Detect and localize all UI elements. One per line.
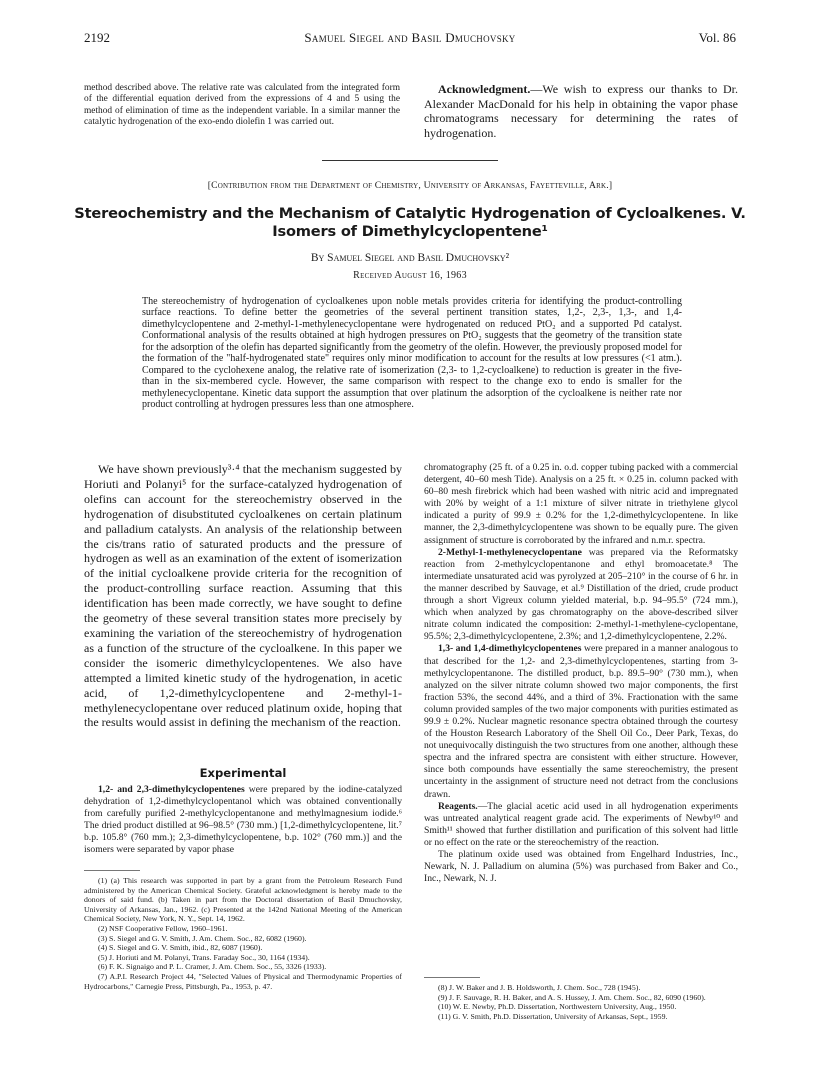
footnote-4: (4) S. Siegel and G. V. Smith, ibid., 82, 6087 (1960). [98, 943, 263, 953]
experimental-heading: Experimental [199, 766, 287, 780]
received-date: Received August 16, 1963 [353, 270, 467, 281]
right-para2-text: was prepared via the Reformatsky reaction from 2-methylcyclopentanone and ethyl bromoacetate.⁸ The intermediate unsaturated acid was pyrolyzed at 205–210° in the course of 6 hr. in the manner described by Sauvage, et al.⁹ Distillation of the dried, crude product through a short Vigreux column yielded material, b.p. 94–95.5° (724 mm.), which when analyzed by gas chromatography on the above-described silver nitrate column indicated the composition: 2-methyl-1-methylene-cyclopentane, 95.5%; 2,3-dimethylcyclopentene, 2.3%; and 1,2-dimethylcyclopentene, 2.2%. [424, 546, 738, 643]
right-para4-text: —The glacial acetic acid used in all hydrogenation experiments was untreated analytical reagent grade acid. The experiments of Newby¹⁰ and Smith¹¹ showed that further distillation and purification of this solvent had little or no effect on the rate or the stereochemistry of the reaction. [424, 800, 738, 848]
contribution-line: [Contribution from the Department of Chemistry, University of Arkansas, Fayetteville, Ark.] [207, 180, 613, 191]
footnotes-left [84, 876, 402, 991]
section-divider [322, 160, 498, 161]
footnote-rule-left [84, 870, 140, 871]
experimental-para-1 [84, 784, 402, 857]
footnote-11: (11) G. V. Smith, Ph.D. Dissertation, University of Arkansas, Sept., 1959. [438, 1011, 668, 1021]
intro-paragraph: We have shown previously³·⁴ that the mechanism suggested by Horiuti and Polanyi⁵ for the surface-catalyzed hydrogenation of olefins can account for the stereochemistry observed in the hydrogenation of disubstituted cycloalkenes on certain platinum and palladium catalysts. An analysis of the relationship between the cis/trans ratio of saturated products and the pressure of hydrogen as well as an examination of the extent of isomerization of the initial cycloalkene provide criteria for the recognition of the product-controlling surface reaction. Assuming that this identification has been made correctly, we have sought to define the geometry of these several transition states more precisely by examining the variation of the stereochemistry of hydrogenation as a function of the structure of the cycloalkene. In this paper we consider the isomeric dimethylcyclopentenes. We also have attempted a limited kinetic study of the hydrogenation, in acetic acid, of 1,2-dimethylcyclopentene and 2-methyl-1-methylenecyclopentane over reduced platinum oxide, hoping that the results would assist in defining the mechanism of the reaction. [84, 462, 402, 730]
acknowledgment [424, 82, 738, 140]
footnote-2: (2) NSF Cooperative Fellow, 1960–1961. [98, 923, 228, 933]
right-para4-head: Reagents. [438, 800, 478, 812]
page-number: 2192 [84, 30, 110, 45]
acknowledgment-text: —We wish to express our thanks to Dr. Alexander MacDonald for his help in obtaining the vapor phase chromatograms necessary for determining the rates of hydrogenation. [424, 82, 738, 140]
running-header [84, 30, 736, 50]
footnote-1: (1) (a) This research was supported in part by a grant from the Petroleum Research Fund administered by the American Chemical Society. Grateful acknowledgment is hereby made to the donors of said fund. (b) Taken in part from the Doctoral dissertation of Basil Dmuchovsky, University of Arkansas, Jan., 1962. (c) Presented at the 142nd National Meeting of the American Chemical Society, New York, N. Y., Sept. 14, 1962. [84, 876, 402, 924]
title-line-1: Stereochemistry and the Mechanism of Catalytic Hydrogenation of Cycloalkenes. V. [74, 205, 746, 222]
footnotes-right [424, 983, 738, 1021]
right-para-5: The platinum oxide used was obtained from Engelhard Industries, Inc., Newark, N. J. Palladium on alumina (5%) was purchased from Baker and Co., Inc., Newark, N. J. [424, 849, 738, 885]
footnote-5: (5) J. Horiuti and M. Polanyi, Trans. Faraday Soc., 30, 1164 (1934). [98, 952, 310, 962]
running-title: Samuel Siegel and Basil Dmuchovsky [304, 30, 516, 45]
right-para-1: chromatography (25 ft. of a 0.25 in. o.d. copper tubing packed with a commercial detergent, 40–60 mesh Tide). Analysis on a 25 ft. × 0.25 in. column packed with 60–80 mesh firebrick which had been washed with nitric acid and impregnated with 20% by weight of a 1:1 mixture of silver nitrate in triethylene glycol indicated a purity of 99.9 ± 0.2% for the 1,2-dimethylcyclopentene. In like manner, the 2,3-dimethylcyclopentene was shown to be equally pure. The given assignment of structure is corroborated by the infrared and n.m.r. spectra. [424, 462, 738, 546]
previous-article-end [84, 83, 400, 129]
footnote-7: (7) A.P.I. Research Project 44, "Selected Values of Physical and Thermodynamic Properties of Hydrocarbons," Carnegie Press, Pittsburgh, Pa., 1953, p. 47. [84, 971, 402, 991]
footnote-rule-right [424, 977, 480, 978]
byline: By Samuel Siegel and Basil Dmuchovsky² [310, 252, 510, 264]
volume-number: Vol. 86 [698, 30, 736, 45]
footnote-9: (9) J. F. Sauvage, R. H. Baker, and A. S. Hussey, J. Am. Chem. Soc., 82, 6090 (1960). [438, 992, 706, 1002]
footnote-6: (6) F. K. Signaigo and P. L. Cramer, J. Am. Chem. Soc., 55, 3326 (1933). [98, 962, 327, 972]
footnote-10: (10) W. E. Newby, Ph.D. Dissertation, Northwestern University, Aug., 1950. [438, 1002, 677, 1012]
footnote-8: (8) J. W. Baker and J. B. Holdsworth, J. Chem. Soc., 728 (1945). [438, 983, 641, 992]
introduction [84, 462, 402, 730]
right-para3-text: were prepared in a manner analogous to that described for the 1,2- and 2,3-dimethylcyclopentenes, starting from 3-methylcyclopentanone. The distilled product, b.p. 89.5–90° (730 mm.), when analyzed on the silver nitrate column showed two major components, the first fraction 53%, the second 44%, and a third of 3%. Fractionation with the same column provided samples of the two major components with purities estimated as 99.9 ± 0.2%. Nuclear magnetic resonance spectra obtained through the courtesy of the Houston Research Laboratory of the Shell Oil Co., Deer Park, Texas, do not unequivocally distinguish the two structures from one another, although these spectra and the infrared spectra are consistent with either structure. However, since both compounds have essentially the same stereochemistry, the present uncertainty in the assignment of structure need not detract from the conclusions drawn. [424, 643, 738, 800]
article-title [60, 205, 760, 241]
abstract: The stereochemistry of hydrogenation of cycloalkenes upon noble metals provides criteria for identifying the product-controlling surface reactions. To define better the geometries of the several pertinent transition states, 1,2-, 2,3-, 1,3-, and 1,4-dimethylcyclopentene and 2-methyl-1-methylenecyclopentane were hydrogenated on reduced PtO₂ and a supported Pd catalyst. Conformational analysis of the results obtained at high hydrogen pressures on PtO₂ suggests that the geometry of the transition state for the adsorption of the olefin has departed significantly from the geometry of the olefin. However, the previously proposed model for the formation of the "half-hydrogenated state" requires only minor modification to account for the results at low pressures (<1 atm.). Compared to the cyclohexene analog, the relative rate of isomerization (2,3- to 1,2-cycloalkene) to reduction is greater in the five- than in the six-membered cycle. However, the same comparison with respect to the change exo to endo is smaller for the methylenecyclopentane. Kinetic data support the assumption that over platinum the adsorption of the cycloalkene is neither rate nor product controlling at hydrogen pressures less than one atmosphere. [142, 296, 682, 411]
right-para3-head: 1,3- and 1,4-dimethylcyclopentenes [438, 643, 582, 655]
title-line-2: Isomers of Dimethylcyclopentene¹ [272, 223, 548, 240]
exp-para1-text: were prepared by the iodine-catalyzed dehydration of 1,2-dimethylcyclopentanol which was obtained conventionally from carefully purified 2-methylcyclopentanone and methylmagnesium iodide.⁶ The dried product distilled at 96–98.5° (730 mm.) [1,2-dimethylcyclopentene, lit.⁷ b.p. 105.8° (760 mm.); 2,3-dimethylcyclopentene, b.p. 102° (760 mm.)] and the isomers were separated by vapor phase [84, 784, 403, 856]
acknowledgment-heading: Acknowledgment. [438, 82, 531, 96]
right-para2-head: 2-Methyl-1-methylenecyclopentane [438, 546, 582, 558]
exp-para1-head: 1,2- and 2,3-dimethylcyclopentenes [98, 784, 245, 795]
footnote-3: (3) S. Siegel and G. V. Smith, J. Am. Chem. Soc., 82, 6082 (1960). [98, 933, 307, 943]
right-column [424, 462, 738, 885]
top-left-text: method described above. The relative rate was calculated from the integrated form of the differential equation derived from the expressions of 4 and 5 using the method of elimination of time as the independent variable. In a similar manner the catalytic hydrogenation of the exo-endo diolefin 1 was carried out. [84, 83, 400, 128]
